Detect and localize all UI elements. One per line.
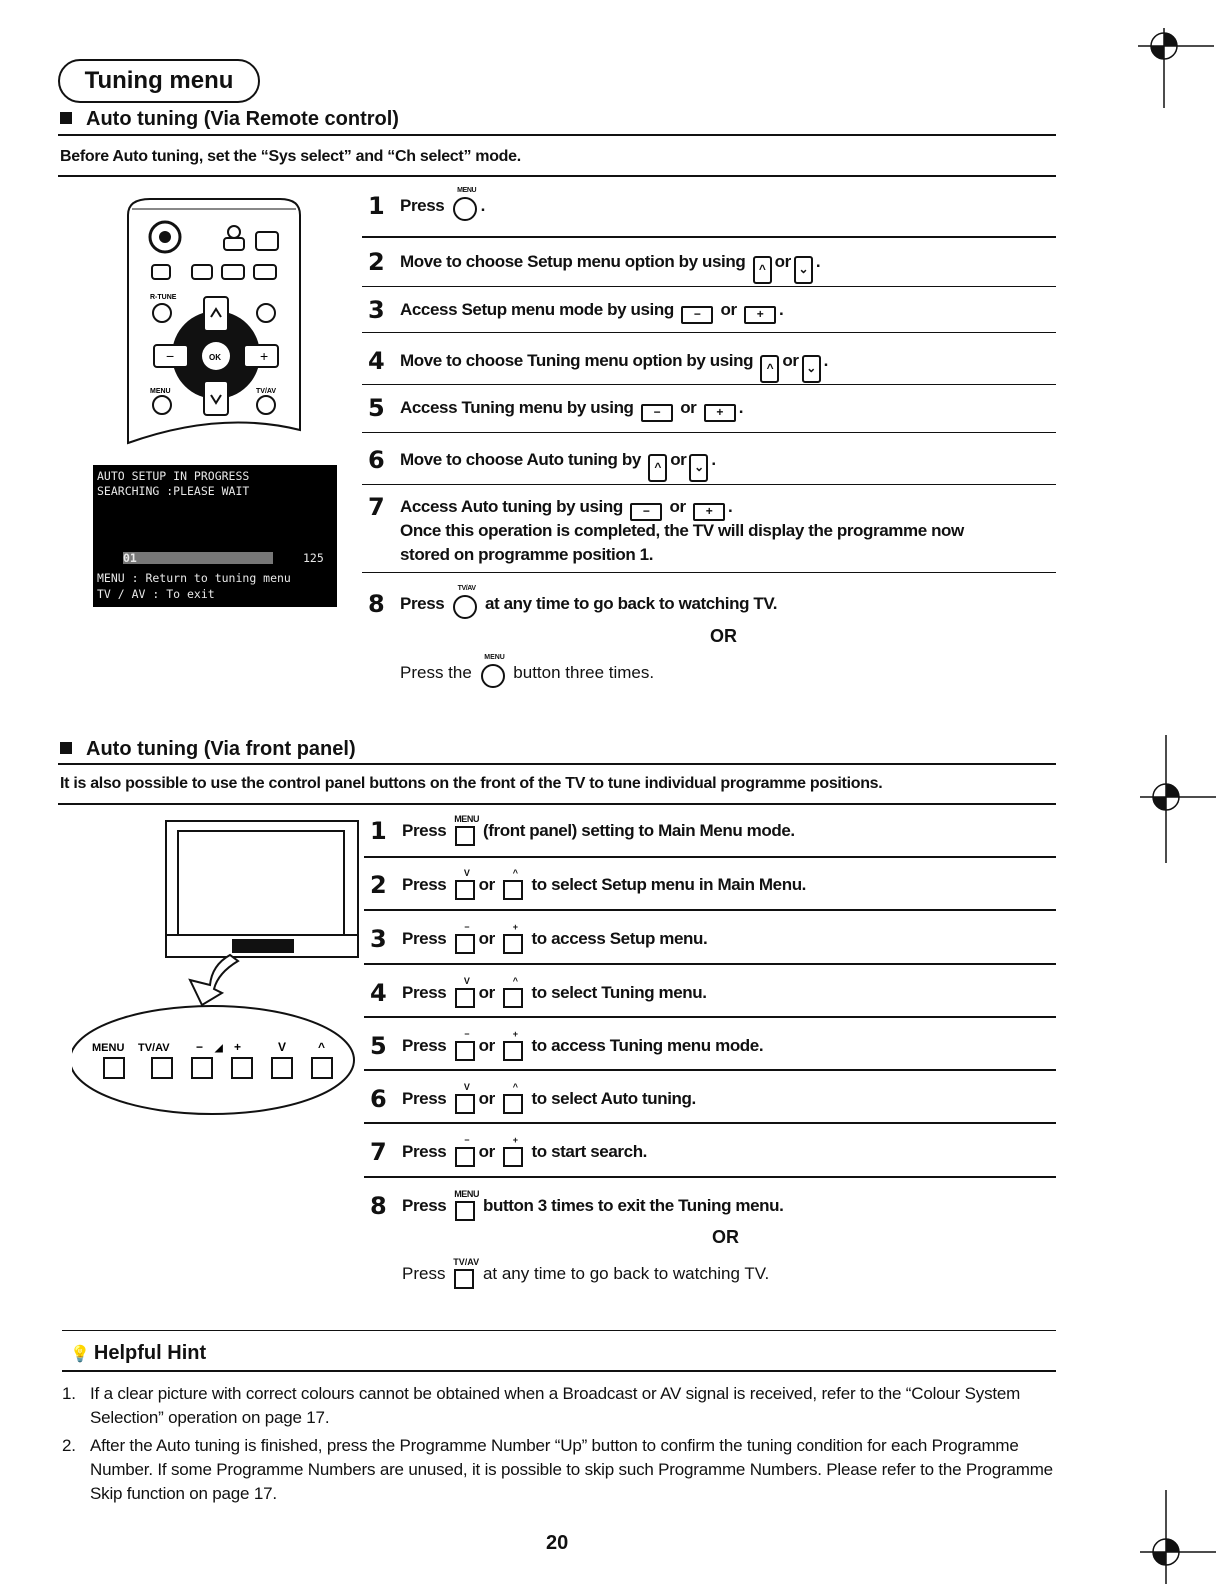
up-button-icon: ^ xyxy=(648,454,667,482)
osd-channel: 01 xyxy=(123,551,137,565)
osd-screen xyxy=(93,465,337,607)
panel-step: 6 Press V or ^ to select Auto tuning. xyxy=(370,1082,696,1113)
or-label: OR xyxy=(712,1227,739,1247)
minus-button-icon: − xyxy=(630,503,662,521)
panel-plus-button-icon: + xyxy=(503,1147,523,1167)
panel-down-label: V xyxy=(278,1040,287,1054)
remote-step: 7 Access Auto tuning by using − or + . Once this operation is completed, the TV will display the programme now stored on programme position 1. xyxy=(368,493,964,564)
plus-label: + xyxy=(260,348,269,364)
lightbulb-icon: 💡 xyxy=(70,1346,90,1363)
remote-step: 4 Move to choose Tuning menu option by using ^ or ⌄ . xyxy=(368,351,1056,381)
hint-heading-text: Helpful Hint xyxy=(93,1342,207,1364)
or-label: OR xyxy=(710,626,737,646)
divider xyxy=(58,763,1056,765)
minus-label: − xyxy=(166,348,175,364)
divider xyxy=(62,1330,1056,1331)
remote-step: 3 Access Setup menu mode by using − or + . xyxy=(368,296,784,324)
down-button-icon: ⌄ xyxy=(794,256,813,284)
panel-tvav-button-icon: TV/AV xyxy=(454,1269,474,1289)
tvav-button-icon: TV/AV xyxy=(453,595,477,619)
divider xyxy=(362,484,1056,485)
panel-step: 7 Press − or + to start search. xyxy=(370,1135,647,1166)
panel-section-intro: It is also possible to use the control panel buttons on the front of the TV to tune individual programme positions. xyxy=(60,775,883,792)
minus-button-icon: − xyxy=(681,306,713,324)
menu-button-icon: MENU xyxy=(453,197,477,221)
panel-minus-button-icon: − xyxy=(455,934,475,954)
divider xyxy=(362,286,1056,287)
remote-menu-label: MENU xyxy=(150,388,171,395)
registration-mark-icon xyxy=(1140,735,1216,865)
remote-step: 2 Move to choose Setup menu option by using ^ or ⌄ . xyxy=(368,252,1056,282)
bullet-square-icon xyxy=(60,112,72,124)
divider xyxy=(362,384,1056,385)
divider xyxy=(362,236,1056,238)
minus-button-icon: − xyxy=(641,404,673,422)
divider xyxy=(58,175,1056,177)
divider xyxy=(62,1370,1056,1372)
hint-item: 1. If a clear picture with correct colours cannot be obtained when a Broadcast or AV signal is received, refer to the “Colour System Selection” operation on page 17. xyxy=(62,1384,1021,1427)
panel-up-button-icon: ^ xyxy=(503,1094,523,1114)
alt-instruction: Press the MENU button three times. xyxy=(400,663,654,688)
up-button-icon: ^ xyxy=(760,355,779,383)
panel-plus-button-icon: + xyxy=(503,1041,523,1061)
panel-step: 4 Press V or ^ to select Tuning menu. xyxy=(370,976,707,1007)
divider xyxy=(58,134,1056,136)
panel-plus-button-icon: + xyxy=(503,934,523,954)
remote-section-intro: Before Auto tuning, set the “Sys select” and “Ch select” mode. xyxy=(60,148,521,165)
divider xyxy=(362,332,1056,333)
panel-down-button-icon: V xyxy=(455,988,475,1008)
panel-section-heading xyxy=(60,738,356,761)
panel-step: 5 Press − or + to access Tuning menu mode. xyxy=(370,1029,764,1060)
divider xyxy=(362,572,1056,573)
page-title: Tuning menu xyxy=(58,59,260,103)
divider xyxy=(364,1122,1056,1124)
remote-step: 8 Press TV/AV at any time to go back to watching TV. xyxy=(368,585,778,618)
remote-tvav-label: TV/AV xyxy=(256,388,277,395)
down-button-icon: ⌄ xyxy=(689,454,708,482)
page-number: 20 xyxy=(546,1532,569,1554)
registration-mark-icon xyxy=(1140,1490,1216,1584)
remote-step: 5 Access Tuning menu by using − or + . xyxy=(368,394,744,422)
ok-label: OK xyxy=(209,353,221,362)
panel-step: 3 Press − or + to access Setup menu. xyxy=(370,922,708,953)
divider xyxy=(364,856,1056,858)
remote-step: 1 Press MENU . xyxy=(368,187,485,220)
divider xyxy=(364,1069,1056,1071)
panel-step: 1 Press MENU (front panel) setting to Main Menu mode. xyxy=(370,814,795,845)
plus-button-icon: + xyxy=(693,503,725,521)
down-button-icon: ⌄ xyxy=(802,355,821,383)
osd-count: 125 xyxy=(303,551,324,565)
rtune-label: R-TUNE xyxy=(150,294,177,301)
panel-menu-button-icon: MENU xyxy=(455,826,475,846)
panel-section-heading-text: Auto tuning (Via front panel) xyxy=(86,738,356,760)
osd-line: AUTO SETUP IN PROGRESS xyxy=(97,469,250,483)
remote-control-illustration xyxy=(120,195,340,445)
panel-plus-label: + xyxy=(234,1040,242,1054)
panel-volume-label: ◢ xyxy=(215,1043,223,1054)
hint-heading xyxy=(70,1342,206,1365)
osd-line: SEARCHING :PLEASE WAIT xyxy=(97,484,250,498)
panel-menu-button-icon: MENU xyxy=(455,1201,475,1221)
divider xyxy=(364,909,1056,911)
panel-up-button-icon: ^ xyxy=(503,988,523,1008)
panel-minus-label: − xyxy=(196,1040,204,1054)
registration-mark-icon xyxy=(1138,18,1214,108)
divider xyxy=(58,803,1056,805)
osd-line: TV / AV : To exit xyxy=(97,587,215,601)
plus-button-icon: + xyxy=(704,404,736,422)
osd-progress-bar xyxy=(123,552,273,564)
panel-step: 8 Press MENU button 3 times to exit the Tuning menu. xyxy=(370,1189,784,1220)
panel-menu-label: MENU xyxy=(92,1042,125,1054)
osd-line: MENU : Return to tuning menu xyxy=(97,571,291,585)
bullet-square-icon xyxy=(60,742,72,754)
divider xyxy=(364,963,1056,965)
divider xyxy=(364,1176,1056,1178)
divider xyxy=(364,1016,1056,1018)
panel-down-button-icon: V xyxy=(455,1094,475,1114)
divider xyxy=(362,432,1056,433)
panel-up-button-icon: ^ xyxy=(503,880,523,900)
panel-minus-button-icon: − xyxy=(455,1041,475,1061)
up-button-icon: ^ xyxy=(753,256,772,284)
remote-step: 6 Move to choose Auto tuning by ^ or ⌄ . xyxy=(368,450,1056,480)
alt-instruction: Press TV/AV at any time to go back to watching TV. xyxy=(402,1264,769,1289)
menu-button-icon: MENU xyxy=(481,664,505,688)
panel-up-label: ^ xyxy=(318,1040,326,1054)
panel-step: 2 Press V or ^ to select Setup menu in Main Menu. xyxy=(370,868,807,899)
panel-minus-button-icon: − xyxy=(455,1147,475,1167)
tv-front-panel-illustration xyxy=(72,815,364,1115)
panel-down-button-icon: V xyxy=(455,880,475,900)
panel-tvav-label: TV/AV xyxy=(138,1042,170,1054)
hint-item: 2. After the Auto tuning is finished, press the Programme Number “Up” button to confirm the tuning condition for each Programme Number. If some Programme Numbers are unused, it is possible to skip such Programme Numbers. Please refer to the Programme Skip function on page 17. xyxy=(62,1436,1053,1503)
remote-section-heading xyxy=(60,108,399,131)
remote-section-heading-text: Auto tuning (Via Remote control) xyxy=(86,108,399,130)
plus-button-icon: + xyxy=(744,306,776,324)
